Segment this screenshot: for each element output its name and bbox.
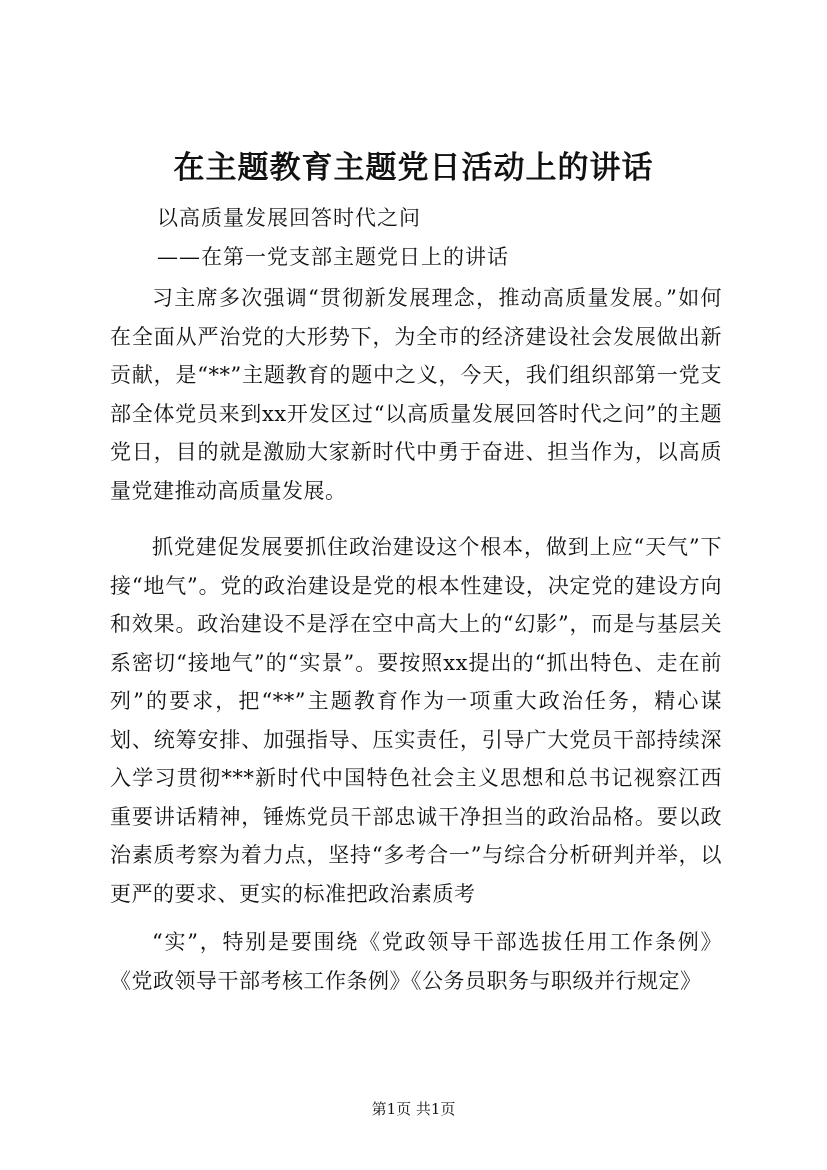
body-paragraph-block <box>110 528 722 913</box>
document-title: 在主题教育主题党日活动上的讲话 <box>173 150 654 186</box>
body-paragraph: 抓党建促发展要抓住政治建设这个根本，做到上应“天气”下接“地气”。党的政治建设是党的根本性建设，决定党的建设方向和效果。政治建设不是浮在空中高大上的“幻影”，而是与基层关系密切“接地气”的“实景”。要按照xx提出的“抓出特色、走在前列”的要求，把“**”主题教育作为一项重大政治任务，精心谋划、统筹安排、加强指导、压实责任，引导广大党员干部持续深入学习贯彻***新时代中国特色社会主义思想和总书记视察江西重要讲话精神，锤炼党员干部忠诚干净担当的政治品格。要以政治素质考察为着力点，坚持“多考合一”与综合分析研判并举，以更严的要求、更实的标准把政治素质考 <box>110 535 722 906</box>
body-paragraph-block <box>110 279 722 510</box>
body-paragraph: “实”，特别是要围绕《党政领导干部选拔任用工作条例》《党政领导干部考核工作条例》《公务员职务与职级并行规定》 <box>110 930 722 993</box>
body-paragraph: 习主席多次强调“贯彻新发展理念，推动高质量发展。”如何在全面从严治党的大形势下，为全市的经济建设社会发展做出新贡献，是“**”主题教育的题中之义，今天，我们组织部第一党支部全体党员来到xx开发区过“以高质量发展回答时代之问”的主题党日，目的就是激励大家新时代中勇于奋进、担当作为，以高质量党建推动高质量发展。 <box>110 286 722 503</box>
document-subheading: ——在第一党支部主题党日上的讲话 <box>157 245 509 269</box>
body-paragraph-block <box>110 923 722 1000</box>
document-subtitle: 以高质量发展回答时代之问 <box>157 206 421 230</box>
page-number-footer: 第1页 共1页 <box>371 1100 456 1118</box>
